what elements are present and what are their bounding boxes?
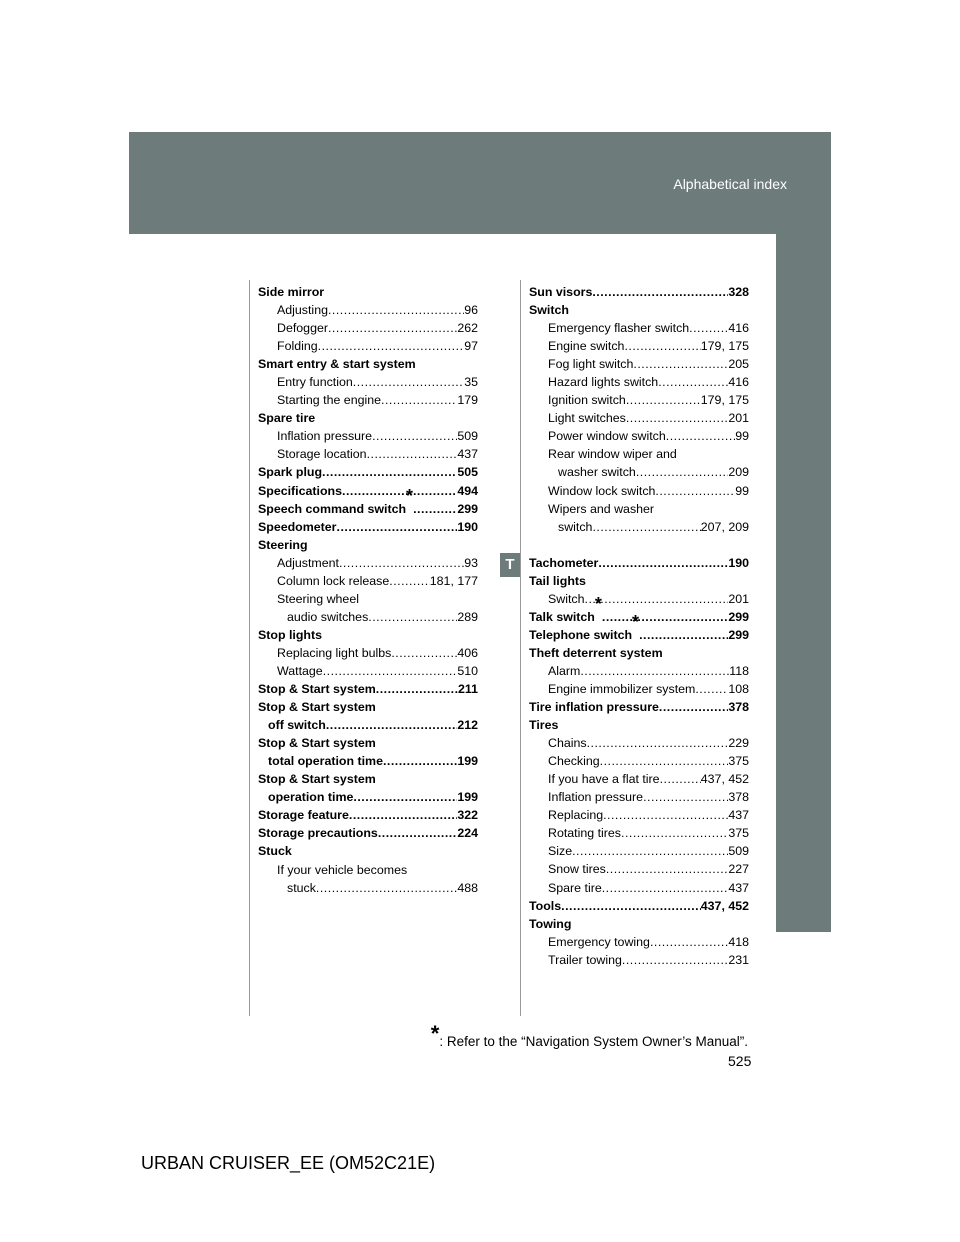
entry-term: Tire inflation pressure	[529, 700, 659, 715]
footnote-text: : Refer to the “Navigation System Owner’s Manual”.	[439, 1034, 748, 1049]
dot-leader	[337, 518, 458, 536]
entry-page: 437	[728, 808, 749, 823]
index-entry	[529, 951, 749, 969]
dot-leader	[639, 626, 728, 644]
index-entry	[529, 301, 749, 319]
entry-term: Adjusting	[277, 303, 328, 318]
index-entry	[529, 716, 749, 734]
entry-page: 179, 175	[700, 393, 749, 408]
entry-term: Emergency flasher switch	[548, 321, 690, 336]
index-entry	[258, 536, 478, 554]
dot-leader	[622, 951, 728, 969]
entry-page: 437, 452	[700, 772, 749, 787]
index-entry	[258, 554, 478, 572]
entry-term: Tail lights	[529, 573, 586, 588]
entry-page: 118	[729, 663, 749, 678]
chapter-tab-strip	[776, 234, 831, 932]
index-entry	[258, 680, 478, 698]
index-entry	[529, 355, 749, 373]
dot-leader	[592, 518, 700, 536]
dot-leader	[636, 463, 729, 481]
index-entry	[529, 283, 749, 301]
entry-term: operation time	[268, 790, 354, 805]
dot-leader	[666, 427, 735, 445]
entry-term: Ignition switch	[548, 393, 626, 408]
index-entry	[529, 373, 749, 391]
index-entry	[529, 842, 749, 860]
entry-term: Inflation pressure	[277, 429, 373, 444]
dot-leader	[633, 355, 728, 373]
dot-leader	[389, 572, 430, 590]
entry-term: Emergency towing	[548, 934, 650, 949]
dot-leader	[322, 463, 457, 481]
index-entry	[529, 572, 749, 590]
entry-page: 227	[728, 862, 749, 877]
entry-term: Light switches	[548, 411, 626, 426]
entry-term: Replacing light bulbs	[277, 645, 392, 660]
dot-leader	[342, 482, 457, 500]
entry-term: Speedometer	[258, 519, 337, 534]
dot-leader	[381, 391, 457, 409]
dot-leader	[339, 554, 464, 572]
dot-leader	[606, 860, 728, 878]
entry-term: Specifications	[258, 483, 343, 498]
dot-leader	[600, 752, 729, 770]
dot-leader	[587, 734, 729, 752]
page-number: 525	[728, 1053, 752, 1069]
entry-term: Storage feature	[258, 808, 349, 823]
entry-term: Steering wheel	[277, 591, 359, 606]
entry-page: 328	[728, 285, 749, 299]
entry-term: total operation time	[268, 754, 383, 769]
index-entry	[258, 788, 478, 806]
entry-term: Theft deterrent system	[529, 645, 663, 660]
entry-page: 509	[457, 429, 478, 444]
entry-page: 201	[728, 411, 749, 426]
index-entry	[258, 463, 478, 481]
entry-term: Folding	[277, 339, 318, 354]
entry-page: 97	[464, 339, 478, 354]
index-entry	[258, 644, 478, 662]
entry-term: Wipers and washer	[548, 501, 655, 516]
index-entry	[529, 752, 749, 770]
entry-term: Window lock switch	[548, 483, 656, 498]
entry-page: 510	[457, 663, 478, 678]
dot-leader	[316, 879, 457, 897]
entry-term: Stop lights	[258, 627, 323, 642]
footnote-star: *	[430, 1021, 440, 1046]
entry-page: 99	[735, 429, 749, 444]
entry-term: Smart entry & start system	[258, 357, 416, 372]
entry-page: 199	[457, 754, 478, 769]
entry-page: 205	[728, 357, 749, 372]
entry-page: 224	[457, 826, 478, 841]
section-letter-tab: T	[500, 553, 520, 577]
dot-leader	[323, 662, 458, 680]
entry-term: Sun visors	[529, 285, 593, 299]
entry-page: 229	[728, 736, 749, 751]
index-entry	[529, 590, 749, 608]
dot-leader	[353, 373, 464, 391]
entry-page: 211	[458, 682, 478, 697]
index-entry	[529, 518, 749, 536]
index-entry	[258, 409, 478, 427]
entry-page: 505	[457, 465, 478, 480]
entry-page: 209	[728, 465, 749, 480]
entry-term: Spark plug	[258, 465, 323, 480]
entry-page: 181, 177	[429, 573, 478, 588]
entry-term: Inflation pressure	[548, 790, 644, 805]
entry-term: Engine immobilizer system	[548, 681, 696, 696]
index-entry	[529, 319, 749, 337]
dot-leader	[660, 770, 701, 788]
dot-leader	[650, 933, 728, 951]
entry-term: Stuck	[258, 844, 292, 859]
dot-leader	[659, 698, 728, 716]
index-entry	[258, 716, 478, 734]
index-entry	[258, 337, 478, 355]
entry-page: 99	[735, 483, 749, 498]
dot-leader	[602, 608, 728, 626]
index-entry	[529, 391, 749, 409]
index-entry	[258, 626, 478, 644]
footnote-marker: *	[632, 611, 640, 632]
dot-leader	[598, 554, 728, 572]
entry-page: 437, 452	[700, 898, 749, 913]
entry-term: Trailer towing	[548, 952, 622, 967]
entry-page: 418	[728, 934, 749, 949]
index-entry	[529, 644, 749, 662]
entry-term: Defogger	[277, 321, 328, 336]
entry-page: 416	[728, 321, 749, 336]
entry-term: If your vehicle becomes	[277, 862, 408, 877]
index-entry	[258, 445, 478, 463]
entry-term: Size	[548, 844, 573, 859]
dot-leader	[655, 482, 735, 500]
dot-leader	[367, 445, 458, 463]
index-entry	[258, 608, 478, 626]
index-entry	[258, 770, 478, 788]
entry-term: Stop & Start system	[258, 700, 376, 715]
entry-page: 437	[728, 880, 749, 895]
dot-leader	[621, 824, 728, 842]
entry-term: washer switch	[558, 465, 636, 480]
entry-page: 190	[457, 519, 478, 534]
entry-page: 322	[457, 808, 478, 823]
entry-page: 494	[457, 483, 478, 498]
dot-leader	[658, 373, 728, 391]
chapter-header	[129, 132, 831, 234]
dot-leader	[383, 752, 457, 770]
entry-term: Spare tire	[258, 411, 316, 426]
entry-page: 375	[728, 826, 749, 841]
index-right-column	[529, 283, 749, 969]
entry-page: 207, 209	[700, 519, 749, 534]
entry-term: Fog light switch	[548, 357, 634, 372]
dot-leader	[378, 824, 458, 842]
index-entry	[258, 391, 478, 409]
index-entry	[258, 319, 478, 337]
entry-page: 212	[457, 718, 478, 733]
entry-term: Alarm	[548, 663, 581, 678]
entry-page: 299	[457, 501, 478, 516]
dot-leader	[695, 680, 728, 698]
index-entry	[258, 879, 478, 897]
entry-term: Storage location	[277, 447, 367, 462]
entry-page: 378	[728, 790, 749, 805]
dot-leader	[318, 337, 465, 355]
entry-term: If you have a flat tire	[548, 772, 660, 787]
index-entry	[258, 572, 478, 590]
index-left-column	[258, 283, 478, 897]
entry-term: Side mirror	[258, 285, 325, 299]
dot-leader	[413, 500, 457, 518]
entry-page: 231	[728, 952, 749, 967]
index-entry	[529, 734, 749, 752]
index-entry	[529, 824, 749, 842]
entry-term: Stop & Start system	[258, 772, 376, 787]
index-entry	[258, 283, 478, 301]
entry-page: 201	[728, 591, 749, 606]
entry-page: 179	[457, 393, 478, 408]
index-entry	[529, 463, 749, 481]
dot-leader	[580, 662, 729, 680]
index-entry	[258, 734, 478, 752]
dot-leader	[326, 716, 457, 734]
index-entry	[258, 824, 478, 842]
index-entry	[529, 698, 749, 716]
entry-term: Speech command switch	[258, 501, 407, 516]
entry-page: 190	[728, 555, 749, 570]
entry-term: Engine switch	[548, 339, 625, 354]
index-entry	[529, 500, 749, 518]
index-entry	[529, 806, 749, 824]
entry-term: Storage precautions	[258, 826, 378, 841]
dot-leader	[603, 806, 728, 824]
entry-page: 299	[728, 609, 749, 624]
entry-term: Tires	[529, 718, 559, 733]
dot-leader	[368, 608, 457, 626]
entry-term: Entry function	[277, 375, 353, 390]
dot-leader	[328, 319, 457, 337]
entry-term: switch	[558, 519, 593, 534]
index-entry	[529, 860, 749, 878]
dot-leader	[602, 879, 729, 897]
entry-term: Stop & Start system	[258, 682, 376, 697]
dot-leader	[592, 283, 728, 301]
entry-term: Rear window wiper and	[548, 447, 677, 462]
entry-page: 416	[728, 375, 749, 390]
index-entry	[529, 897, 749, 915]
entry-page: 488	[457, 880, 478, 895]
index-entry	[529, 482, 749, 500]
entry-page: 299	[728, 627, 749, 642]
index-entry	[258, 518, 478, 536]
dot-leader	[391, 644, 457, 662]
entry-term: off switch	[268, 718, 326, 733]
index-spacer	[529, 536, 749, 554]
index-entry	[529, 427, 749, 445]
footnote	[430, 1021, 748, 1049]
dot-leader	[572, 842, 728, 860]
entry-page: 96	[464, 303, 478, 318]
dot-leader	[376, 680, 458, 698]
index-entry	[258, 373, 478, 391]
entry-term: Tools	[529, 898, 562, 913]
entry-term: Snow tires	[548, 862, 606, 877]
index-entry	[529, 879, 749, 897]
entry-term: Spare tire	[548, 880, 602, 895]
dot-leader	[689, 319, 728, 337]
entry-page: 199	[457, 790, 478, 805]
index-entry	[258, 662, 478, 680]
entry-page: 509	[728, 844, 749, 859]
document-id: URBAN CRUISER_EE (OM52C21E)	[141, 1153, 436, 1173]
entry-page: 378	[728, 700, 749, 715]
index-entry	[258, 590, 478, 608]
chapter-title: Alphabetical index	[673, 176, 787, 192]
dot-leader	[349, 806, 457, 824]
index-entry	[529, 337, 749, 355]
entry-term: Chains	[548, 736, 587, 751]
index-entry	[529, 933, 749, 951]
entry-term: Tachometer	[529, 555, 599, 570]
entry-term: Column lock release	[277, 573, 390, 588]
entry-term: Switch	[548, 591, 585, 606]
entry-term: Towing	[529, 916, 572, 931]
entry-term: Switch	[529, 303, 569, 318]
index-entry	[258, 842, 478, 860]
footnote-marker: *	[594, 593, 602, 614]
entry-term: Power window switch	[548, 429, 666, 444]
entry-term: Stop & Start system	[258, 736, 376, 751]
index-entry	[529, 409, 749, 427]
index-entry	[258, 482, 478, 500]
footnote-marker: *	[406, 485, 414, 506]
entry-page: 289	[457, 609, 478, 624]
entry-term: Rotating tires	[548, 826, 622, 841]
entry-page: 108	[728, 681, 749, 696]
index-entry	[529, 788, 749, 806]
index-entry	[529, 554, 749, 572]
entry-term: Steering	[258, 537, 308, 552]
entry-page: 406	[457, 645, 478, 660]
entry-term: Replacing	[548, 808, 604, 823]
dot-leader	[328, 301, 464, 319]
dot-leader	[626, 391, 701, 409]
index-entry	[258, 355, 478, 373]
index-entry	[258, 301, 478, 319]
index-entry	[258, 752, 478, 770]
entry-term: Hazard lights switch	[548, 375, 659, 390]
index-entry	[258, 806, 478, 824]
entry-page: 93	[464, 555, 478, 570]
index-entry	[529, 915, 749, 933]
dot-leader	[353, 788, 457, 806]
entry-term: Wattage	[277, 663, 323, 678]
entry-page: 262	[457, 321, 478, 336]
right-column-rule	[520, 280, 521, 1016]
index-entry	[258, 698, 478, 716]
dot-leader	[626, 409, 728, 427]
index-entry	[258, 861, 478, 879]
dot-leader	[585, 590, 729, 608]
entry-term: Talk switch	[529, 609, 595, 624]
index-entry	[529, 662, 749, 680]
index-entry	[529, 680, 749, 698]
entry-page: 375	[728, 754, 749, 769]
dot-leader	[561, 897, 701, 915]
entry-page: 35	[464, 375, 478, 390]
dot-leader	[372, 427, 457, 445]
entry-page: 437	[457, 447, 478, 462]
dot-leader	[643, 788, 728, 806]
entry-term: audio switches	[287, 609, 369, 624]
index-entry	[529, 445, 749, 463]
index-entry	[258, 427, 478, 445]
left-column-rule	[249, 280, 250, 1016]
entry-term: Starting the engine	[277, 393, 382, 408]
entry-term: Telephone switch	[529, 627, 633, 642]
entry-term: Checking	[548, 754, 600, 769]
dot-leader	[624, 337, 700, 355]
entry-term: stuck	[287, 880, 316, 895]
index-entry	[529, 770, 749, 788]
entry-page: 179, 175	[700, 339, 749, 354]
entry-term: Adjustment	[277, 555, 339, 570]
